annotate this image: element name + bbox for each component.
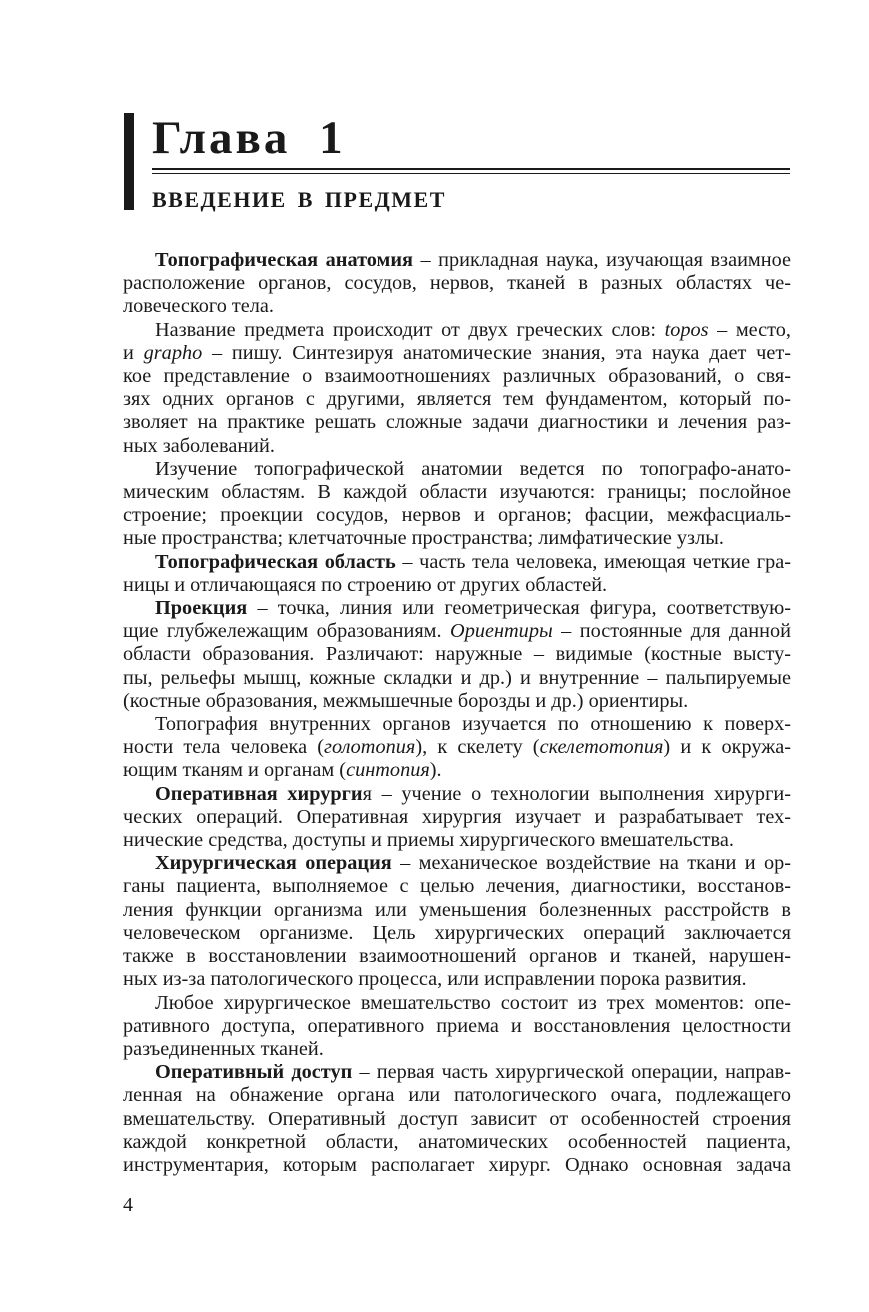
text-run: я – учение о технологии выполнения хирурги- bbox=[362, 782, 791, 805]
text-run: – механическое воздействие на ткани и ор- bbox=[391, 852, 791, 875]
text-run: кое представление о взаимоотношениях различных образований, о свя- bbox=[123, 365, 791, 388]
text-run: (костные образования, межмышечные борозды и др.) ориентиры. bbox=[123, 689, 689, 712]
text-run: пы, рельефы мышц, кожные складки и др.) и внутренние – пальпируемые bbox=[123, 666, 791, 689]
paragraph bbox=[123, 458, 791, 551]
text-run: ных заболеваний. bbox=[123, 434, 275, 457]
text-line bbox=[123, 1131, 791, 1154]
text-line bbox=[123, 411, 791, 434]
text-line bbox=[123, 899, 791, 922]
text-line bbox=[123, 968, 791, 991]
text-run: – место, bbox=[708, 318, 791, 341]
text-run: расположение органов, сосудов, нервов, тканей в разных областях че- bbox=[123, 272, 791, 295]
italic-term: grapho bbox=[143, 341, 203, 364]
term: Топографическая анатомия bbox=[155, 249, 413, 271]
text-line bbox=[123, 759, 791, 782]
chapter-rule-thin bbox=[152, 173, 790, 174]
term: Оперативная хирурги bbox=[155, 782, 363, 805]
text-run: – прикладная наука, изучающая взаимное bbox=[413, 249, 792, 271]
text-run: инструментария, которым располагает хирург. Однако основная задача bbox=[123, 1153, 791, 1176]
text-run: ных из-за патологического процесса, или исправлении порока развития. bbox=[123, 968, 747, 991]
text-run: области образования. Различают: наружные – видимые (костные высту- bbox=[123, 643, 791, 666]
text-line bbox=[123, 597, 791, 620]
text-run: нические средства, доступы и приемы хирургического вмешательства. bbox=[123, 829, 734, 852]
text-line bbox=[123, 365, 791, 388]
text-line bbox=[123, 806, 791, 829]
term: Топографическая область bbox=[155, 550, 396, 573]
text-line bbox=[123, 574, 791, 597]
text-run: ловеческого тела. bbox=[123, 295, 274, 318]
text-run: ). bbox=[429, 759, 442, 782]
chapter-rule-thick bbox=[152, 168, 790, 170]
text-run: ления функции организма или уменьшения болезненных расстройств в bbox=[123, 898, 791, 921]
paragraph bbox=[123, 713, 791, 783]
body-text bbox=[123, 249, 791, 1177]
text-line bbox=[123, 272, 791, 295]
text-run: – постоянные для данной bbox=[552, 620, 792, 643]
paragraph bbox=[123, 992, 791, 1062]
text-run: и bbox=[123, 341, 144, 364]
text-line bbox=[123, 713, 791, 736]
paragraph bbox=[123, 852, 791, 991]
text-run: ративного доступа, оперативного приема и восстановления целостности bbox=[123, 1014, 791, 1037]
text-run: также в восстановлении взаимоотношений органов и тканей, нарушен- bbox=[123, 945, 791, 968]
text-run: разъединенных тканей. bbox=[123, 1037, 324, 1060]
text-run: – точка, линия или геометрическая фигура, соответствую- bbox=[247, 597, 791, 620]
text-line bbox=[123, 1084, 791, 1107]
text-line bbox=[123, 481, 791, 504]
text-run: – часть тела человека, имеющая четкие гра- bbox=[395, 550, 791, 573]
text-line bbox=[123, 783, 791, 806]
text-line bbox=[123, 992, 791, 1015]
text-run: – пишу. Синтезируя анатомические знания, эта наука дает чет- bbox=[202, 341, 791, 364]
text-run: зях одних органов с другими, является тем фундаментом, который по- bbox=[123, 388, 791, 411]
text-line bbox=[123, 249, 791, 272]
text-line bbox=[123, 1015, 791, 1038]
text-line bbox=[123, 1108, 791, 1131]
text-run: Изучение топографической анатомии ведется по топографо-анато- bbox=[155, 457, 791, 480]
paragraph bbox=[123, 319, 791, 458]
text-line bbox=[123, 388, 791, 411]
text-line bbox=[123, 504, 791, 527]
text-run: ленная на обнажение органа или патологического очага, подлежащего bbox=[123, 1084, 791, 1107]
chapter-subtitle: ВВЕДЕНИЕ В ПРЕДМЕТ bbox=[152, 187, 446, 212]
chapter-title: Глава 1 bbox=[152, 112, 346, 164]
text-line bbox=[123, 643, 791, 666]
italic-term: скелетотопия bbox=[539, 736, 664, 759]
text-line bbox=[123, 620, 791, 643]
page-number: 4 bbox=[123, 1194, 133, 1216]
text-run: зволяет на практике решать сложные задачи диагностики и лечения раз- bbox=[123, 411, 791, 434]
text-run: ющим тканям и органам ( bbox=[123, 759, 347, 782]
text-run: вмешательству. Оперативный доступ зависит от особенностей строения bbox=[123, 1107, 791, 1130]
text-run: ганы пациента, выполняемое с целью лечения, диагностики, восстанов- bbox=[123, 875, 791, 898]
paragraph bbox=[123, 551, 791, 597]
text-line bbox=[123, 1038, 791, 1061]
text-line bbox=[123, 458, 791, 481]
text-line bbox=[123, 1154, 791, 1177]
text-run: человеческом организме. Цель хирургических операций заключается bbox=[123, 921, 791, 944]
text-run: ческих операций. Оперативная хирургия изучает и разрабатывает тех- bbox=[123, 805, 791, 828]
chapter-side-bar bbox=[124, 113, 134, 210]
text-run: строение; проекции сосудов, нервов и органов; фасции, межфасциаль- bbox=[123, 504, 791, 527]
text-run: ) и к окружа- bbox=[663, 736, 791, 759]
paragraph bbox=[123, 249, 791, 319]
text-line bbox=[123, 690, 791, 713]
text-line bbox=[123, 922, 791, 945]
text-line bbox=[123, 551, 791, 574]
italic-term: синтопия bbox=[346, 759, 430, 782]
text-run: ности тела человека ( bbox=[123, 736, 325, 759]
text-run: ), к скелету ( bbox=[415, 736, 540, 759]
term: Оперативный доступ bbox=[155, 1061, 353, 1084]
term: Проекция bbox=[155, 597, 248, 620]
paragraph bbox=[123, 1061, 791, 1177]
text-line bbox=[123, 435, 791, 458]
text-run: ницы и отличающаяся по строению от других областей. bbox=[123, 573, 608, 596]
text-line bbox=[123, 875, 791, 898]
text-run: Топография внутренних органов изучается по отношению к поверх- bbox=[155, 713, 791, 736]
text-line bbox=[123, 342, 791, 365]
text-run: щие глубжележащим образованиям. bbox=[123, 620, 451, 643]
text-run: каждой конкретной области, анатомических особенностей пациента, bbox=[123, 1130, 791, 1153]
text-line bbox=[123, 319, 791, 342]
text-line bbox=[123, 295, 791, 318]
text-line bbox=[123, 667, 791, 690]
text-line bbox=[123, 1061, 791, 1084]
text-line bbox=[123, 527, 791, 550]
text-run: ные пространства; клетчаточные пространства; лимфатические узлы. bbox=[123, 527, 724, 550]
italic-term: голотопия bbox=[324, 736, 416, 759]
text-line bbox=[123, 945, 791, 968]
term: Хирургическая операция bbox=[155, 852, 392, 875]
text-run: – первая часть хирургической операции, направ- bbox=[352, 1061, 791, 1084]
text-run: мическим областям. В каждой области изучаются: границы; послойное bbox=[123, 481, 791, 504]
text-run: Название предмета происходит от двух греческих слов: bbox=[155, 318, 665, 341]
text-line bbox=[123, 736, 791, 759]
italic-term: topos bbox=[664, 318, 709, 341]
paragraph bbox=[123, 597, 791, 713]
text-run: Любое хирургическое вмешательство состоит из трех моментов: опе- bbox=[155, 991, 791, 1014]
text-line bbox=[123, 852, 791, 875]
text-line bbox=[123, 829, 791, 852]
paragraph bbox=[123, 783, 791, 853]
italic-term: Ориентиры bbox=[450, 620, 553, 643]
